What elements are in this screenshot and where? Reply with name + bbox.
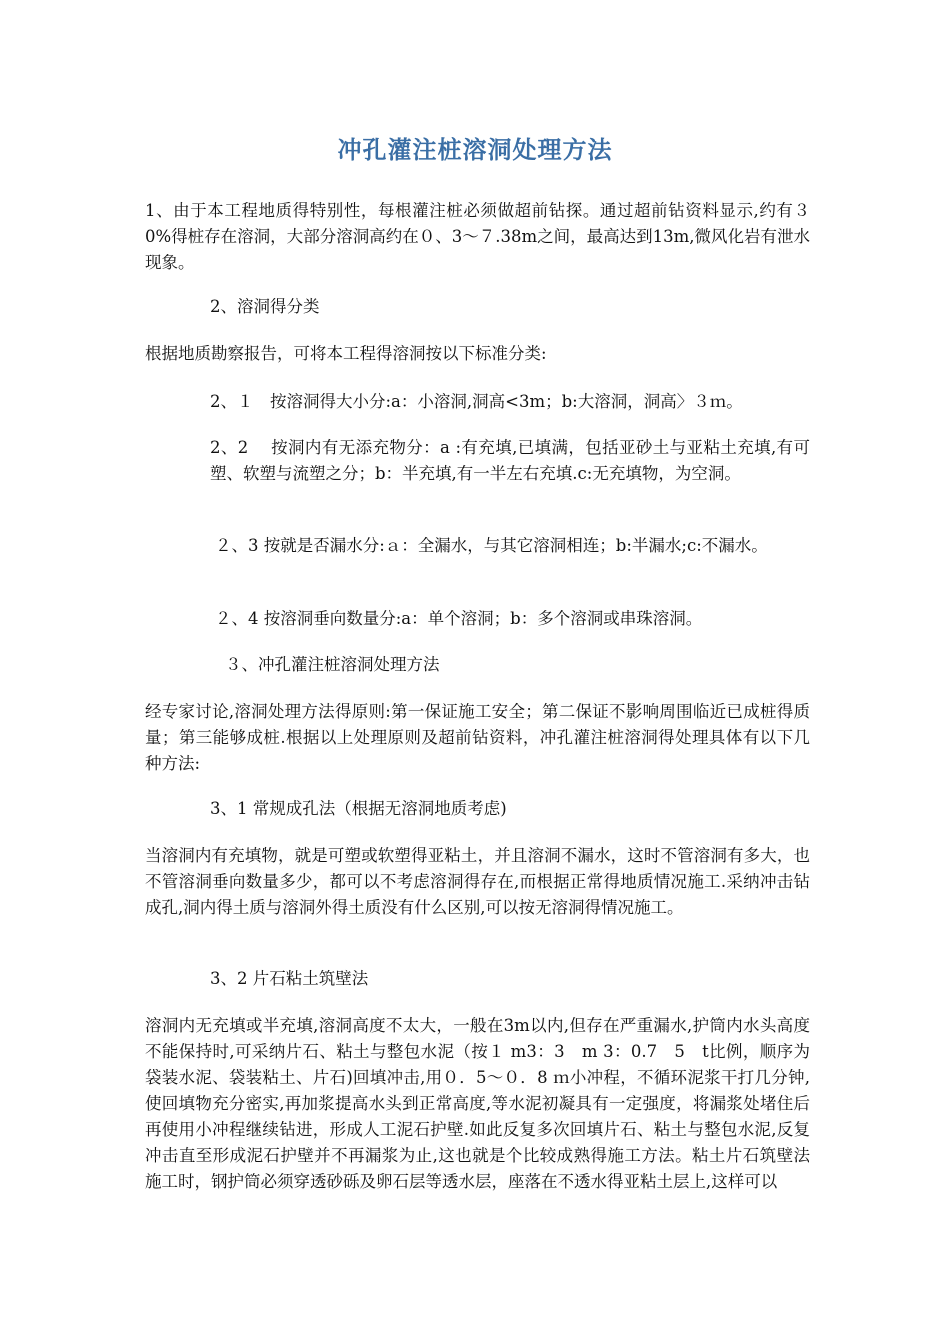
section-heading-2: 2、溶洞得分类	[210, 297, 320, 316]
section-heading-3: ３、冲孔灌注桩溶洞处理方法	[225, 655, 440, 674]
paragraph-3-1: 当溶洞内有充填物，就是可塑或软塑得亚粘土，并且溶洞不漏水，这时不管溶洞有多大，也不管溶洞垂向数量多少，都可以不考虑溶洞得存在,而根据正常得地质情况施工.采纳冲击钻成孔,洞内得土质与溶洞外得土质没有什么区别,可以按无溶洞得情况施工。	[145, 846, 810, 917]
paragraph-2-3: ２、3 按就是否漏水分:ａ：全漏水，与其它溶洞相连；b:半漏水;c:不漏水。	[215, 536, 768, 555]
paragraph-principles: 经专家讨论,溶洞处理方法得原则:第一保证施工安全；第二保证不影响周围临近已成桩得质量；第三能够成桩.根据以上处理原则及超前钻资料，冲孔灌注桩溶洞得处理具体有以下几种方法:	[145, 702, 810, 773]
paragraph-2-4: ２、4 按溶洞垂向数量分:a：单个溶洞；b：多个溶洞或串珠溶洞。	[215, 609, 703, 628]
section-heading-3-2: 3、2 片石粘土筑壁法	[210, 969, 369, 988]
section-heading-3-1: 3、1 常规成孔法（根据无溶洞地质考虑)	[210, 799, 507, 818]
paragraph-3-2: 溶洞内无充填或半充填,溶洞高度不太大，一般在3m以内,但存在严重漏水,护筒内水头高度不能保持时,可采纳片石、粘土与整包水泥（按１ m3：3 m 3：0.7 5 t比例，顺序为袋装水泥、袋装粘土、片石)回填冲击,用０．5～０．8 ｍ小冲程，不循环泥浆干打几分钟,使回填物充分密实,再加浆提高水头到正常高度,等水泥初凝具有一定强度，将漏浆处堵住后再使用小冲程继续钻进，形成人工泥石护壁.如此反复多次回填片石、粘土与整包水泥,反复冲击直至形成泥石护壁并不再漏浆为止,这也就是个比较成熟得施工方法。粘土片石筑壁法施工时，钢护筒必须穿透砂砾及卵石层等透水层，座落在不透水得亚粘土层上,这样可以	[145, 1016, 810, 1191]
paragraph-classification-intro: 根据地质勘察报告，可将本工程得溶洞按以下标准分类:	[145, 344, 547, 363]
paragraph-2-2: 2、2 按洞内有无添充物分：a :有充填,已填满，包括亚砂土与亚粘土充填,有可塑、软塑与流塑之分；b：半充填,有一半左右充填.c:无充填物，为空洞。	[210, 438, 810, 483]
paragraph-1: 1、由于本工程地质得特别性，每根灌注桩必须做超前钻探。通过超前钻资料显示,约有３0%得桩存在溶洞，大部分溶洞高约在０、3～７.38m之间，最高达到13m,微风化岩有泄水现象。	[145, 201, 810, 272]
document-title: 冲孔灌注桩溶洞处理方法	[337, 135, 613, 164]
paragraph-2-1: 2、１ 按溶洞得大小分:a：小溶洞,洞高<3m；b:大溶洞，洞高〉３ｍ。	[210, 392, 743, 411]
